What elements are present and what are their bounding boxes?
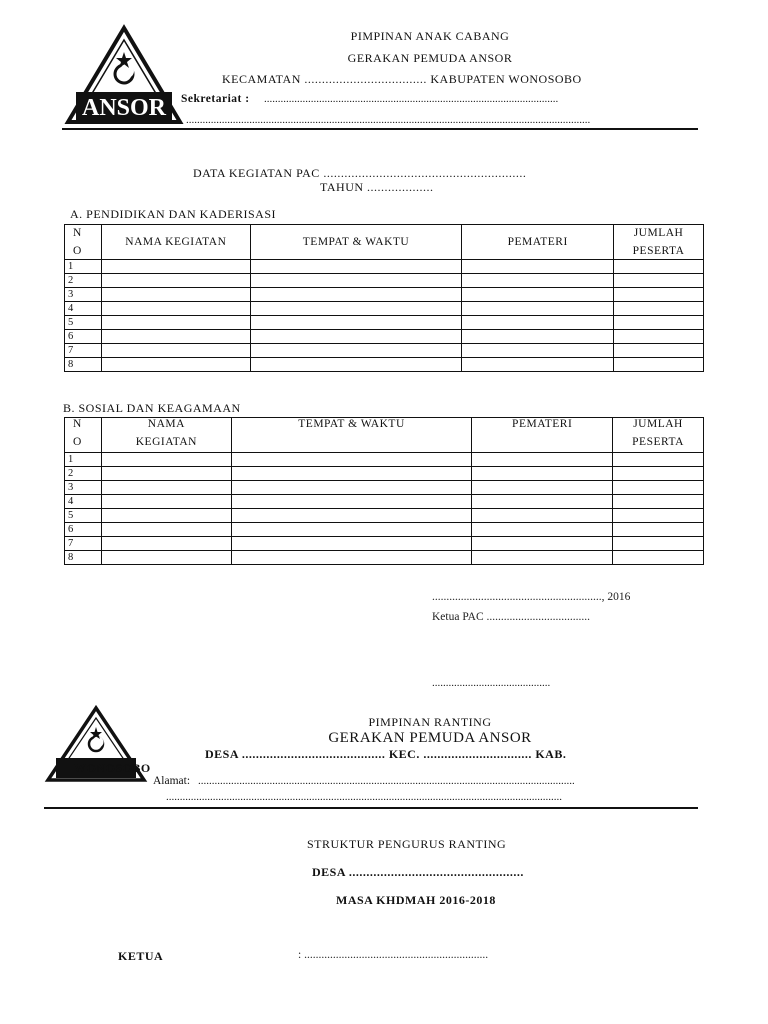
cell-tempat[interactable] — [250, 260, 462, 274]
row-number: 5 — [65, 509, 102, 523]
table-header-row — [65, 418, 704, 453]
table-row — [65, 358, 704, 372]
cell-nama[interactable] — [101, 467, 231, 481]
cell-jumlah[interactable] — [613, 467, 704, 481]
cell-nama[interactable] — [101, 288, 250, 302]
ketua-label: KETUA — [118, 949, 164, 963]
cell-jumlah[interactable] — [613, 481, 704, 495]
alamat-dots: ......................................................................................................................................... — [198, 775, 575, 787]
header-tempat-waktu: TEMPAT & WAKTU — [250, 225, 462, 260]
cell-tempat[interactable] — [250, 288, 462, 302]
cell-tempat[interactable] — [250, 344, 462, 358]
header-nama-bottom: KEGIATAN — [135, 436, 197, 448]
section-a-title: A. PENDIDIKAN DAN KADERISASI — [70, 207, 276, 221]
cell-nama[interactable] — [101, 274, 250, 288]
logo-text: ANSOR — [81, 95, 167, 121]
table-row — [65, 551, 704, 565]
cell-nama[interactable] — [101, 495, 231, 509]
sekretariat-dots: ........................................................................................................... — [264, 93, 559, 105]
cell-jumlah[interactable] — [613, 551, 704, 565]
header-nama-top: NAMA — [147, 418, 185, 430]
table-row — [65, 509, 704, 523]
ranting-title-line2: GERAKAN PEMUDA ANSOR — [328, 730, 532, 746]
cell-pemateri[interactable] — [462, 288, 614, 302]
cell-jumlah[interactable] — [614, 316, 704, 330]
cell-pemateri[interactable] — [472, 523, 613, 537]
cell-tempat[interactable] — [231, 481, 472, 495]
header-tempat-waktu: TEMPAT & WAKTU — [231, 418, 472, 453]
sekretariat-label: Sekretariat : — [181, 93, 250, 105]
row-number: 1 — [65, 260, 102, 274]
cell-tempat[interactable] — [231, 453, 472, 467]
table-row — [65, 274, 704, 288]
pac-title-line2: GERAKAN PEMUDA ANSOR — [347, 51, 513, 65]
cell-nama[interactable] — [101, 481, 231, 495]
cell-nama[interactable] — [101, 260, 250, 274]
cell-pemateri[interactable] — [462, 344, 614, 358]
table-row — [65, 302, 704, 316]
struktur-desa-line: DESA .................................................. — [312, 865, 524, 879]
ketua-pac-line: Ketua PAC .................................... — [432, 611, 591, 623]
cell-jumlah[interactable] — [613, 495, 704, 509]
alamat-label: Alamat: — [153, 775, 191, 787]
cell-jumlah[interactable] — [614, 358, 704, 372]
table-header-row — [65, 225, 704, 260]
row-number: 4 — [65, 302, 102, 316]
row-number: 5 — [65, 316, 102, 330]
cell-tempat[interactable] — [231, 537, 472, 551]
cell-tempat[interactable] — [250, 302, 462, 316]
cell-tempat[interactable] — [250, 316, 462, 330]
masa-khidmah: MASA KHDMAH 2016-2018 — [336, 893, 496, 907]
header-pemateri: PEMATERI — [462, 225, 614, 260]
row-number: 2 — [65, 274, 102, 288]
table-row — [65, 344, 704, 358]
cell-nama[interactable] — [101, 316, 250, 330]
cell-nama[interactable] — [101, 537, 231, 551]
cell-pemateri[interactable] — [462, 330, 614, 344]
cell-pemateri[interactable] — [472, 481, 613, 495]
cell-pemateri[interactable] — [462, 316, 614, 330]
cell-nama[interactable] — [101, 453, 231, 467]
header-no — [65, 418, 102, 453]
cell-nama[interactable] — [101, 551, 231, 565]
table-row — [65, 330, 704, 344]
cell-pemateri[interactable] — [472, 537, 613, 551]
cell-tempat[interactable] — [250, 358, 462, 372]
row-number: 4 — [65, 495, 102, 509]
header-no-bottom: O — [73, 245, 82, 257]
row-number: 7 — [65, 537, 102, 551]
cell-pemateri[interactable] — [462, 358, 614, 372]
header-jumlah-bottom: PESERTA — [632, 436, 684, 448]
header-pemateri: PEMATERI — [472, 418, 613, 453]
struktur-title: STRUKTUR PENGURUS RANTING — [307, 837, 507, 851]
pac-kecamatan-line: KECAMATAN ................................... KABUPATEN WONOSOBO — [222, 72, 582, 86]
row-number: 3 — [65, 288, 102, 302]
cell-pemateri[interactable] — [472, 495, 613, 509]
cell-pemateri[interactable] — [462, 260, 614, 274]
cell-tempat[interactable] — [231, 495, 472, 509]
header-divider — [62, 128, 698, 130]
header-no-top: N — [73, 227, 82, 239]
cell-tempat[interactable] — [231, 551, 472, 565]
row-number: 6 — [65, 523, 102, 537]
table-row — [65, 453, 704, 467]
cell-pemateri[interactable] — [472, 467, 613, 481]
wonosobo-label: WONOSOBO — [74, 761, 151, 775]
row-number: 2 — [65, 467, 102, 481]
cell-nama[interactable] — [101, 302, 250, 316]
cell-jumlah[interactable] — [614, 260, 704, 274]
row-number: 1 — [65, 453, 102, 467]
tahun-line: TAHUN ................... — [320, 180, 434, 194]
table-row — [65, 316, 704, 330]
cell-jumlah[interactable] — [614, 274, 704, 288]
table-row — [65, 288, 704, 302]
row-number: 7 — [65, 344, 102, 358]
header-jumlah-peserta — [614, 225, 704, 260]
cell-tempat[interactable] — [231, 467, 472, 481]
cell-nama[interactable] — [101, 358, 250, 372]
header-nama-kegiatan — [101, 418, 231, 453]
cell-jumlah[interactable] — [613, 537, 704, 551]
cell-jumlah[interactable] — [614, 344, 704, 358]
ranting-dots-line: ................................................................................................................................................ — [166, 791, 562, 803]
header-jumlah-top: JUMLAH — [633, 418, 683, 430]
ranting-title-line1: PIMPINAN RANTING — [368, 715, 492, 729]
header-jumlah-top: JUMLAH — [633, 227, 684, 239]
row-number: 8 — [65, 358, 102, 372]
data-kegiatan-title: DATA KEGIATAN PAC .......................................................... — [193, 166, 527, 180]
cell-nama[interactable] — [101, 344, 250, 358]
cell-jumlah[interactable] — [614, 288, 704, 302]
cell-jumlah[interactable] — [614, 330, 704, 344]
signature-line: ........................................... — [432, 677, 551, 689]
header-no-bottom: O — [73, 436, 82, 448]
section-b-table — [64, 417, 704, 565]
cell-nama[interactable] — [101, 509, 231, 523]
cell-tempat[interactable] — [231, 509, 472, 523]
table-row — [65, 260, 704, 274]
cell-nama[interactable] — [101, 330, 250, 344]
row-number: 8 — [65, 551, 102, 565]
ranting-desa-line: DESA ......................................... KEC. ............................... KAB. — [205, 747, 567, 761]
header-jumlah-peserta — [613, 418, 704, 453]
cell-jumlah[interactable] — [613, 453, 704, 467]
section-b-title: B. SOSIAL DAN KEAGAMAAN — [63, 401, 241, 415]
header-no-top: N — [73, 418, 82, 430]
cell-pemateri[interactable] — [472, 453, 613, 467]
row-number: 6 — [65, 330, 102, 344]
cell-pemateri[interactable] — [472, 551, 613, 565]
cell-nama[interactable] — [101, 523, 231, 537]
signature-date-line: ..........................................................., 2016 — [432, 591, 631, 603]
ketua-value: : ................................................................ — [298, 949, 489, 961]
header-no — [65, 225, 102, 260]
cell-jumlah[interactable] — [614, 302, 704, 316]
cell-pemateri[interactable] — [462, 302, 614, 316]
cell-pemateri[interactable] — [472, 509, 613, 523]
cell-tempat[interactable] — [250, 274, 462, 288]
pac-header-dots-line: ................................................................................................................................................... — [186, 114, 591, 126]
cell-tempat[interactable] — [231, 523, 472, 537]
cell-pemateri[interactable] — [462, 274, 614, 288]
cell-tempat[interactable] — [250, 330, 462, 344]
table-row — [65, 537, 704, 551]
pac-title-line1: PIMPINAN ANAK CABANG — [350, 29, 510, 43]
header-jumlah-bottom: PESERTA — [632, 245, 685, 257]
table-row — [65, 467, 704, 481]
ranting-divider — [44, 807, 698, 809]
section-a-table — [64, 224, 704, 372]
cell-jumlah[interactable] — [613, 523, 704, 537]
table-row — [65, 495, 704, 509]
row-number: 3 — [65, 481, 102, 495]
table-row — [65, 481, 704, 495]
header-nama-kegiatan: NAMA KEGIATAN — [101, 225, 250, 260]
cell-jumlah[interactable] — [613, 509, 704, 523]
ansor-logo — [62, 22, 186, 126]
table-row — [65, 523, 704, 537]
